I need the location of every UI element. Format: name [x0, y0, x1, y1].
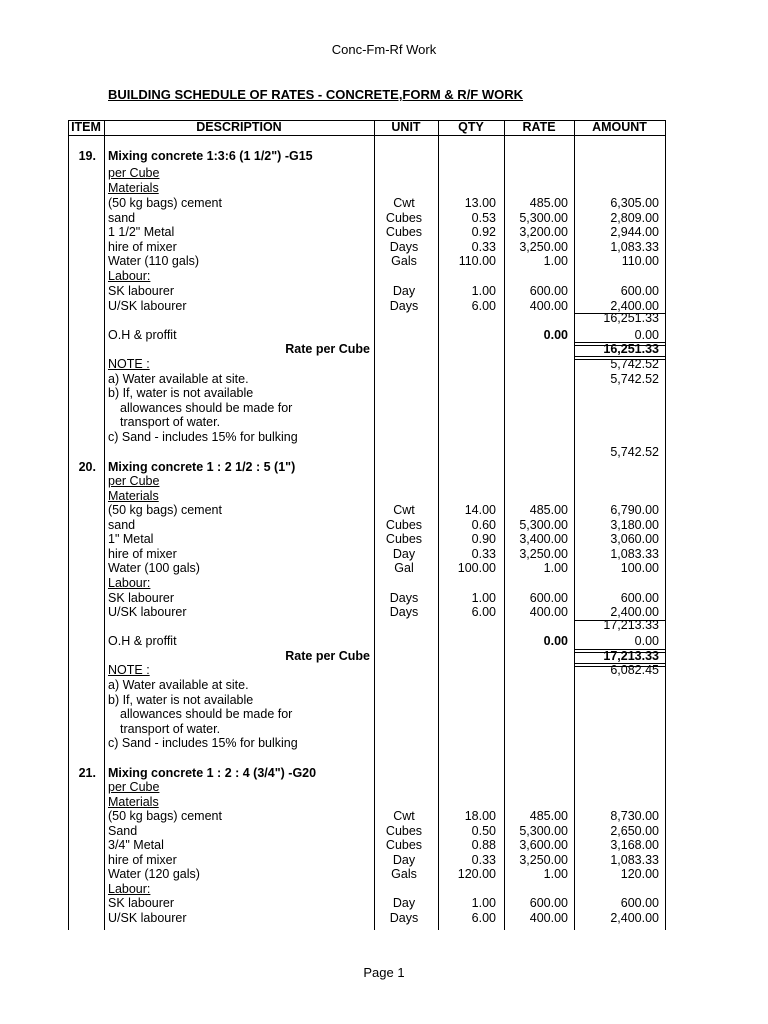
materials-label: Materials [108, 794, 159, 809]
row-qty: 0.33 [471, 852, 496, 867]
section-row [68, 181, 665, 196]
subtotal-row [68, 311, 665, 326]
row-amount: 2,944.00 [610, 225, 659, 239]
row-amount: 600.00 [620, 284, 659, 298]
note-amount: 5,742.52 [610, 371, 659, 386]
row-unit: Cubes [385, 532, 423, 546]
row-unit: Day [392, 546, 416, 561]
item-title: Mixing concrete 1 : 2 1/2 : 5 (1") [108, 460, 296, 474]
note-line: transport of water. [120, 721, 221, 736]
row-amount: 2,400.00 [610, 910, 659, 925]
note-line: b) If, water is not available [108, 692, 254, 707]
per-cube-label: per Cube [108, 474, 160, 488]
overhead-label: O.H & proffit [108, 327, 177, 342]
row-rate: 3,250.00 [519, 852, 568, 867]
extra-amount-row [68, 445, 665, 460]
table-row [68, 838, 665, 853]
overhead-amount: 0.00 [634, 634, 659, 648]
note-row [68, 722, 665, 737]
table-row [68, 809, 665, 824]
overhead-rate: 0.00 [543, 634, 568, 648]
note-row [68, 678, 665, 693]
section-row [68, 795, 665, 810]
row-qty: 13.00 [464, 196, 496, 210]
row-qty: 0.88 [471, 838, 496, 852]
table-row [68, 284, 665, 299]
table-row [68, 532, 665, 547]
row-qty: 6.00 [471, 298, 496, 313]
note-label: NOTE : [108, 356, 150, 371]
note-line: a) Water available at site. [108, 371, 249, 386]
row-qty: 0.50 [471, 823, 496, 838]
row-unit: Cwt [393, 196, 415, 210]
section-row [68, 489, 665, 504]
row-description: Water (120 gals) [108, 867, 200, 881]
table-row [68, 518, 665, 533]
rate-per-cube-label: Rate per Cube [285, 648, 370, 663]
row-qty: 6.00 [471, 605, 496, 619]
row-unit: Day [392, 284, 416, 298]
row-amount: 2,400.00 [610, 605, 659, 619]
row-unit: Days [389, 298, 419, 313]
rate-per-cube-amount: 16,251.33 [603, 342, 659, 356]
row-description: SK labourer [108, 590, 175, 605]
row-rate: 485.00 [529, 196, 568, 210]
row-rate: 3,400.00 [519, 532, 568, 546]
row-unit: Cwt [393, 503, 415, 517]
table-row [68, 867, 665, 882]
note-row [68, 430, 665, 445]
materials-label: Materials [108, 488, 159, 503]
row-rate: 1.00 [543, 254, 568, 268]
row-description: hire of mixer [108, 239, 177, 254]
note-line: c) Sand - includes 15% for bulking [108, 736, 298, 750]
item-number: 21. [78, 765, 96, 780]
row-qty: 0.92 [471, 225, 496, 239]
item-title-row [68, 460, 665, 475]
note-line: allowances should be made for [120, 400, 293, 415]
row-unit: Days [389, 910, 419, 925]
row-description: hire of mixer [108, 546, 177, 561]
row-description: U/SK labourer [108, 605, 187, 619]
column-header-unit: UNIT [391, 120, 421, 134]
row-description: sand [108, 210, 136, 225]
row-unit: Gal [394, 561, 414, 575]
row-amount: 2,809.00 [610, 210, 659, 225]
table-row [68, 503, 665, 518]
rate-per-cube-row [68, 649, 665, 664]
row-amount: 1,083.33 [610, 852, 659, 867]
row-qty: 0.90 [471, 532, 496, 546]
table-row [68, 196, 665, 211]
row-amount: 2,650.00 [610, 823, 659, 838]
row-qty: 0.53 [471, 210, 496, 225]
note-row [68, 415, 665, 430]
row-qty: 1.00 [471, 284, 496, 298]
section-row [68, 474, 665, 489]
row-amount: 3,180.00 [610, 517, 659, 532]
note-amount: 5,742.52 [610, 356, 659, 371]
row-description: U/SK labourer [108, 910, 187, 925]
row-rate: 3,600.00 [519, 838, 568, 852]
row-rate: 3,200.00 [519, 225, 568, 239]
column-header-rate: RATE [522, 120, 556, 134]
row-rate: 5,300.00 [519, 210, 568, 225]
note-amount: 6,082.45 [610, 663, 659, 677]
row-unit: Cubes [385, 823, 423, 838]
row-qty: 0.33 [471, 239, 496, 254]
note-line: transport of water. [120, 415, 221, 429]
row-amount: 1,083.33 [610, 239, 659, 254]
row-unit: Cwt [393, 809, 415, 823]
row-description: Water (110 gals) [108, 254, 200, 268]
note-label: NOTE : [108, 663, 150, 677]
row-unit: Day [392, 852, 416, 867]
section-row [68, 576, 665, 591]
row-amount: 6,305.00 [610, 196, 659, 210]
subtotal-row [68, 618, 665, 633]
row-qty: 110.00 [458, 254, 496, 268]
row-description: Sand [108, 823, 138, 838]
subtotal-amount: 17,213.33 [603, 618, 659, 632]
table-row [68, 240, 665, 255]
table-row [68, 591, 665, 606]
row-amount: 110.00 [621, 254, 659, 268]
note-line: b) If, water is not available [108, 386, 254, 400]
row-rate: 3,250.00 [519, 546, 568, 561]
row-rate: 1.00 [543, 867, 568, 881]
row-qty: 14.00 [464, 503, 496, 517]
row-rate: 485.00 [529, 503, 568, 517]
overhead-rate: 0.00 [543, 327, 568, 342]
item-title-row [68, 149, 665, 164]
row-qty: 100.00 [457, 561, 496, 575]
column-header-amount: AMOUNT [592, 120, 647, 134]
note-row [68, 386, 665, 401]
rate-per-cube-label: Rate per Cube [285, 342, 370, 356]
labour-label: Labour: [108, 575, 151, 590]
column-header-qty: QTY [458, 120, 484, 134]
section-row [68, 166, 665, 181]
note-row [68, 357, 665, 372]
row-description: SK labourer [108, 896, 175, 910]
row-description: 1" Metal [108, 532, 154, 546]
item-title-row [68, 766, 665, 781]
note-row [68, 736, 665, 751]
overhead-row [68, 634, 665, 649]
row-rate: 600.00 [529, 896, 568, 910]
overhead-amount: 0.00 [634, 327, 659, 342]
rate-per-cube-row [68, 342, 665, 357]
column-header-description: DESCRIPTION [196, 120, 282, 134]
rate-schedule-table [68, 120, 665, 930]
row-unit: Days [389, 590, 419, 605]
row-amount: 3,060.00 [610, 532, 659, 546]
labour-label: Labour: [108, 269, 151, 283]
page-footer: Page 1 [363, 965, 405, 980]
row-unit: Gals [391, 867, 417, 881]
row-rate: 400.00 [529, 605, 568, 619]
row-unit: Gals [391, 254, 417, 268]
table-row [68, 225, 665, 240]
per-cube-label: per Cube [108, 780, 160, 794]
row-unit: Cubes [385, 838, 423, 852]
table-row [68, 911, 665, 926]
overhead-label: O.H & proffit [108, 634, 177, 648]
extra-amount: 5,742.52 [610, 444, 659, 459]
row-qty: 1.00 [471, 896, 496, 910]
row-description: SK labourer [108, 284, 175, 298]
row-description: sand [108, 517, 136, 532]
row-description: 3/4" Metal [108, 838, 164, 852]
section-row [68, 882, 665, 897]
row-description: (50 kg bags) cement [108, 809, 222, 823]
table-row [68, 896, 665, 911]
row-description: (50 kg bags) cement [108, 503, 222, 517]
item-number: 19. [78, 149, 96, 163]
table-row [68, 254, 665, 269]
row-amount: 120.00 [620, 867, 659, 881]
row-description: Water (100 gals) [108, 561, 200, 575]
note-row [68, 663, 665, 678]
item-title: Mixing concrete 1 : 2 : 4 (3/4") -G20 [108, 765, 317, 780]
table-row [68, 547, 665, 562]
row-amount: 8,730.00 [610, 809, 659, 823]
materials-label: Materials [108, 181, 159, 195]
per-cube-label: per Cube [108, 166, 160, 180]
row-rate: 1.00 [543, 561, 568, 575]
row-qty: 0.33 [471, 546, 496, 561]
row-description: U/SK labourer [108, 298, 187, 313]
table-row [68, 211, 665, 226]
row-rate: 400.00 [529, 298, 568, 313]
row-qty: 18.00 [464, 809, 496, 823]
table-row [68, 561, 665, 576]
note-line: a) Water available at site. [108, 678, 249, 692]
row-rate: 600.00 [529, 284, 568, 298]
row-description: (50 kg bags) cement [108, 196, 222, 210]
row-unit: Cubes [385, 210, 423, 225]
table-row [68, 853, 665, 868]
row-amount: 2,400.00 [610, 298, 659, 313]
column-header-item: ITEM [71, 120, 101, 134]
row-unit: Cubes [385, 517, 423, 532]
row-amount: 100.00 [620, 561, 659, 575]
note-line: c) Sand - includes 15% for bulking [108, 429, 298, 444]
rate-per-cube-amount: 17,213.33 [603, 648, 659, 663]
row-amount: 3,168.00 [610, 838, 659, 852]
row-rate: 600.00 [529, 590, 568, 605]
item-title: Mixing concrete 1:3:6 (1 1/2") -G15 [108, 149, 313, 163]
section-row [68, 780, 665, 795]
overhead-row [68, 328, 665, 343]
row-amount: 6,790.00 [610, 503, 659, 517]
note-row [68, 372, 665, 387]
row-qty: 6.00 [471, 910, 496, 925]
row-qty: 1.00 [471, 590, 496, 605]
row-qty: 0.60 [471, 517, 496, 532]
row-rate: 400.00 [529, 910, 568, 925]
row-amount: 600.00 [620, 896, 659, 910]
row-description: hire of mixer [108, 852, 177, 867]
section-row [68, 269, 665, 284]
row-description: 1 1/2" Metal [108, 225, 175, 239]
page-header: Conc-Fm-Rf Work [331, 42, 437, 57]
row-rate: 3,250.00 [519, 239, 568, 254]
item-number: 20. [78, 460, 96, 474]
row-unit: Cubes [385, 225, 423, 239]
note-row [68, 693, 665, 708]
row-rate: 5,300.00 [519, 517, 568, 532]
table-row [68, 824, 665, 839]
labour-label: Labour: [108, 881, 151, 896]
row-amount: 1,083.33 [610, 546, 659, 561]
note-line: allowances should be made for [120, 707, 293, 721]
note-row [68, 707, 665, 722]
note-row [68, 401, 665, 416]
row-rate: 485.00 [529, 809, 568, 823]
row-amount: 600.00 [620, 590, 659, 605]
subtotal-amount: 16,251.33 [603, 311, 659, 325]
row-unit: Day [392, 896, 416, 910]
row-unit: Days [389, 239, 419, 254]
row-unit: Days [389, 605, 419, 619]
row-rate: 5,300.00 [519, 823, 568, 838]
row-qty: 120.00 [457, 867, 496, 881]
document-title: BUILDING SCHEDULE OF RATES - CONCRETE,FORM & R/F WORK [108, 87, 524, 102]
